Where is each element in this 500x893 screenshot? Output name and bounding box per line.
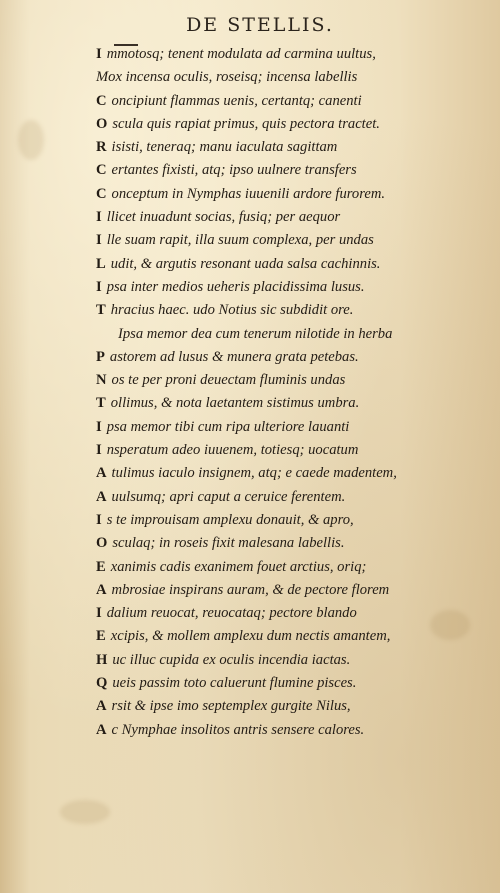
verse-line	[96, 66, 456, 89]
verse-initial: I	[96, 232, 102, 249]
verse-initial: A	[96, 465, 107, 482]
verse-line	[96, 90, 456, 113]
verse-line	[96, 439, 456, 462]
verse-initial: P	[96, 348, 105, 365]
verse-initial: C	[96, 92, 107, 109]
verse-line	[96, 579, 456, 602]
verse-text: scula quis rapiat primus, quis pectora tractet.	[112, 115, 380, 132]
verse-initial: C	[96, 185, 107, 202]
verse-line	[96, 695, 456, 718]
poem-text	[96, 43, 456, 742]
verse-text: os te per proni deuectam fluminis undas	[111, 372, 346, 389]
verse-text: ollimus, & nota laetantem sistimus umbra.	[110, 395, 360, 412]
verse-line	[96, 206, 456, 229]
verse-line	[96, 369, 456, 392]
verse-text: ertantes fixisti, atq; ipso uulnere transfers	[111, 162, 357, 179]
verse-text: nsperatum adeo iuuenem, totiesq; uocatum	[106, 442, 359, 459]
verse-initial: R	[96, 139, 107, 156]
verse-line	[96, 625, 456, 648]
verse-initial: O	[96, 535, 108, 552]
verse-initial: A	[96, 698, 107, 715]
verse-text: llicet inuadunt socias, fusiq; per aequor	[106, 209, 341, 226]
verse-initial: E	[96, 558, 106, 575]
verse-line	[96, 462, 456, 485]
verse-initial: N	[96, 372, 107, 389]
verse-text: c Nymphae insolitos antris sensere calores.	[111, 721, 365, 738]
verse-initial: H	[96, 651, 108, 668]
verse-line	[96, 229, 456, 252]
verse-initial: A	[96, 488, 107, 505]
verse-text: uulsumq; apri caput a ceruice ferentem.	[111, 488, 346, 505]
verse-initial: A	[96, 721, 107, 738]
verse-initial: T	[96, 302, 106, 319]
verse-text: Mox incensa oculis, roseisq; incensa labellis	[96, 69, 358, 86]
verse-text: sculaq; in roseis fixit malesana labellis.	[112, 535, 345, 552]
verse-text: onceptum in Nymphas iuuenili ardore furorem.	[111, 185, 386, 202]
verse-line	[96, 299, 456, 322]
verse-initial: I	[96, 605, 102, 622]
verse-text: hracius haec. udo Notius sic subdidit ore.	[110, 302, 354, 319]
verse-initial: C	[96, 162, 107, 179]
verse-line	[96, 556, 456, 579]
verse-initial: T	[96, 395, 106, 412]
verse-text: xanimis cadis exanimem fouet arctius, oriq;	[110, 558, 367, 575]
verse-line	[96, 416, 456, 439]
verse-text: xcipis, & mollem amplexu dum nectis amantem,	[110, 628, 391, 645]
running-head: DE STELLIS.	[186, 14, 334, 36]
verse-line	[96, 136, 456, 159]
verse-line	[96, 672, 456, 695]
verse-line	[96, 159, 456, 182]
verse-initial: I	[96, 46, 102, 62]
verse-initial: A	[96, 581, 107, 598]
verse-initial: I	[96, 442, 102, 459]
verse-line	[96, 43, 456, 66]
verse-line	[96, 532, 456, 555]
verse-line	[96, 323, 456, 346]
verse-text: isisti, teneraq; manu iaculata sagittam	[111, 139, 338, 156]
verse-text: astorem ad lusus & munera grata petebas.	[109, 348, 359, 365]
verse-line	[96, 392, 456, 415]
verse-line	[96, 509, 456, 532]
paper-stain	[18, 120, 44, 160]
verse-text: dalium reuocat, reuocataq; pectore blando	[106, 605, 357, 622]
verse-initial: O	[96, 115, 108, 132]
verse-line	[96, 719, 456, 742]
verse-text: mmotosq; tenent modulata ad carmina uultus,	[106, 46, 376, 62]
verse-text: psa inter medios ueheris placidissima lusus.	[106, 278, 365, 295]
verse-initial: Q	[96, 675, 108, 692]
verse-line	[96, 113, 456, 136]
verse-text: tulimus iaculo insignem, atq; e caede madentem,	[111, 465, 397, 482]
verse-text: rsit & ipse imo septemplex gurgite Nilus,	[111, 698, 351, 715]
verse-initial: I	[96, 278, 102, 295]
verse-line	[96, 602, 456, 625]
verse-initial: I	[96, 209, 102, 226]
verse-initial: I	[96, 511, 102, 528]
verse-text: oncipiunt flammas uenis, certantq; canenti	[111, 92, 362, 109]
verse-text: ueis passim toto caluerunt flumine pisces.	[112, 675, 357, 692]
verse-line	[96, 486, 456, 509]
verse-text: Ipsa memor dea cum tenerum nilotide in herba	[118, 325, 393, 342]
verse-initial: L	[96, 255, 106, 272]
verse-line	[96, 649, 456, 672]
verse-text: uc illuc cupida ex oculis incendia iactas.	[112, 651, 351, 668]
verse-initial: I	[96, 418, 102, 435]
verse-text: mbrosiae inspirans auram, & de pectore florem	[111, 581, 390, 598]
verse-line	[96, 276, 456, 299]
verse-line	[96, 253, 456, 276]
verse-text: lle suam rapit, illa suum complexa, per undas	[106, 232, 374, 249]
verse-text: s te improuisam amplexu donauit, & apro,	[106, 511, 354, 528]
verse-text: udit, & argutis resonant uada salsa cachinnis.	[110, 255, 381, 272]
verse-initial: E	[96, 628, 106, 645]
verse-line	[96, 183, 456, 206]
paper-stain	[60, 800, 110, 824]
verse-line	[96, 346, 456, 369]
verse-text: psa memor tibi cum ripa ulteriore lauanti	[106, 418, 350, 435]
